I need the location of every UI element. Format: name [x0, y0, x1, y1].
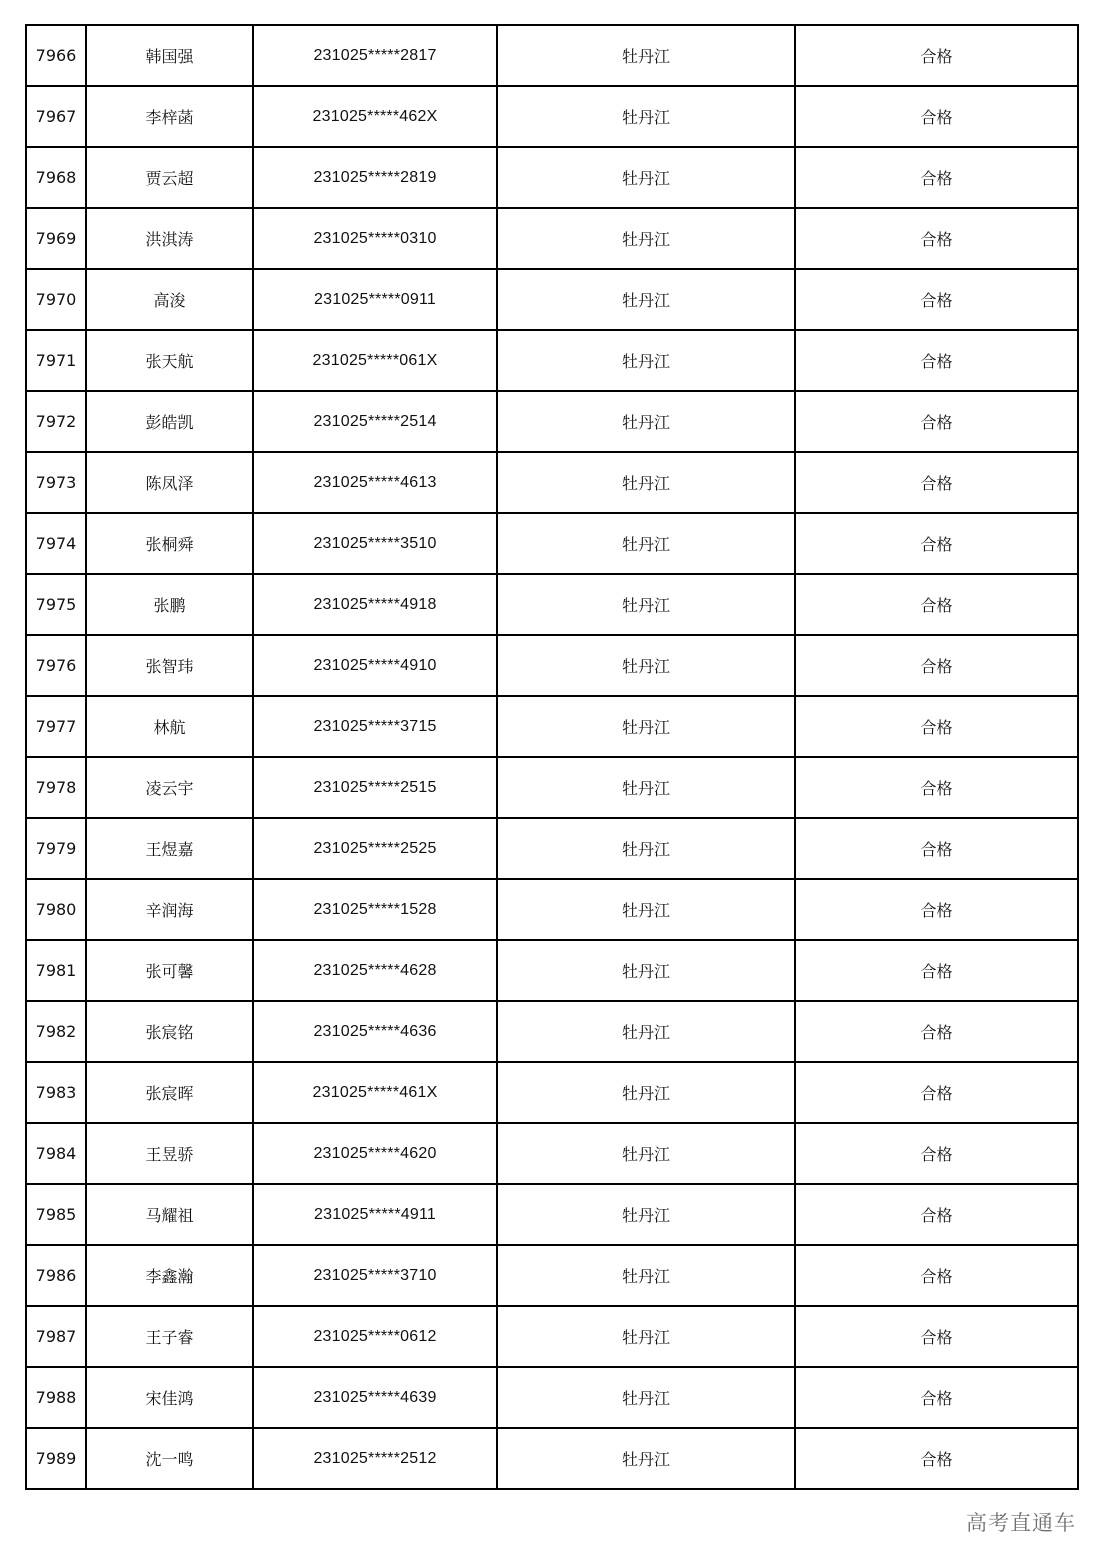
cell-id-number: 231025*****2512	[253, 1428, 497, 1489]
cell-result: 合格	[795, 1123, 1078, 1184]
cell-result: 合格	[795, 269, 1078, 330]
table-row	[26, 818, 1078, 879]
cell-number: 7982	[26, 1001, 86, 1062]
watermark-text: 高考直通车	[966, 1511, 1076, 1535]
table-row	[26, 1245, 1078, 1306]
cell-number: 7974	[26, 513, 86, 574]
cell-number: 7978	[26, 757, 86, 818]
cell-name: 凌云宇	[86, 757, 253, 818]
table-row	[26, 574, 1078, 635]
cell-number: 7976	[26, 635, 86, 696]
cell-number: 7981	[26, 940, 86, 1001]
cell-id-number: 231025*****4910	[253, 635, 497, 696]
cell-name: 辛润海	[86, 879, 253, 940]
cell-city: 牡丹江	[497, 1367, 795, 1428]
cell-name: 张智玮	[86, 635, 253, 696]
cell-number: 7972	[26, 391, 86, 452]
cell-result: 合格	[795, 757, 1078, 818]
cell-id-number: 231025*****2525	[253, 818, 497, 879]
cell-name: 李鑫瀚	[86, 1245, 253, 1306]
table-row	[26, 1123, 1078, 1184]
cell-city: 牡丹江	[497, 696, 795, 757]
cell-number: 7989	[26, 1428, 86, 1489]
cell-result: 合格	[795, 330, 1078, 391]
cell-result: 合格	[795, 86, 1078, 147]
cell-name: 高浚	[86, 269, 253, 330]
table-row	[26, 1001, 1078, 1062]
cell-city: 牡丹江	[497, 147, 795, 208]
cell-result: 合格	[795, 1245, 1078, 1306]
cell-id-number: 231025*****462X	[253, 86, 497, 147]
cell-result: 合格	[795, 574, 1078, 635]
cell-result: 合格	[795, 1306, 1078, 1367]
table-row	[26, 1428, 1078, 1489]
cell-id-number: 231025*****4636	[253, 1001, 497, 1062]
cell-result: 合格	[795, 1428, 1078, 1489]
cell-city: 牡丹江	[497, 574, 795, 635]
cell-number: 7975	[26, 574, 86, 635]
cell-result: 合格	[795, 1062, 1078, 1123]
cell-city: 牡丹江	[497, 269, 795, 330]
cell-number: 7973	[26, 452, 86, 513]
table-row	[26, 269, 1078, 330]
cell-city: 牡丹江	[497, 1001, 795, 1062]
cell-id-number: 231025*****0310	[253, 208, 497, 269]
cell-city: 牡丹江	[497, 391, 795, 452]
cell-number: 7966	[26, 25, 86, 86]
cell-number: 7980	[26, 879, 86, 940]
cell-id-number: 231025*****3715	[253, 696, 497, 757]
cell-name: 张宸铭	[86, 1001, 253, 1062]
cell-city: 牡丹江	[497, 330, 795, 391]
table-row	[26, 391, 1078, 452]
cell-city: 牡丹江	[497, 879, 795, 940]
table-row	[26, 1306, 1078, 1367]
cell-name: 王子睿	[86, 1306, 253, 1367]
cell-number: 7967	[26, 86, 86, 147]
cell-result: 合格	[795, 513, 1078, 574]
cell-result: 合格	[795, 696, 1078, 757]
cell-city: 牡丹江	[497, 1062, 795, 1123]
cell-city: 牡丹江	[497, 86, 795, 147]
cell-name: 张桐舜	[86, 513, 253, 574]
cell-city: 牡丹江	[497, 513, 795, 574]
cell-number: 7971	[26, 330, 86, 391]
cell-city: 牡丹江	[497, 1428, 795, 1489]
cell-number: 7970	[26, 269, 86, 330]
cell-id-number: 231025*****4620	[253, 1123, 497, 1184]
cell-result: 合格	[795, 208, 1078, 269]
cell-city: 牡丹江	[497, 25, 795, 86]
roster-table	[25, 24, 1079, 1490]
cell-name: 王煜嘉	[86, 818, 253, 879]
table-row	[26, 1184, 1078, 1245]
cell-name: 陈凤泽	[86, 452, 253, 513]
cell-result: 合格	[795, 1184, 1078, 1245]
cell-number: 7984	[26, 1123, 86, 1184]
cell-city: 牡丹江	[497, 818, 795, 879]
cell-id-number: 231025*****4613	[253, 452, 497, 513]
cell-name: 沈一鸣	[86, 1428, 253, 1489]
cell-result: 合格	[795, 25, 1078, 86]
cell-result: 合格	[795, 1367, 1078, 1428]
cell-id-number: 231025*****2817	[253, 25, 497, 86]
cell-id-number: 231025*****461X	[253, 1062, 497, 1123]
cell-city: 牡丹江	[497, 1184, 795, 1245]
cell-name: 张宸晖	[86, 1062, 253, 1123]
cell-city: 牡丹江	[497, 1123, 795, 1184]
cell-number: 7979	[26, 818, 86, 879]
table-row	[26, 25, 1078, 86]
cell-name: 马耀祖	[86, 1184, 253, 1245]
cell-name: 洪淇涛	[86, 208, 253, 269]
table-row	[26, 208, 1078, 269]
cell-result: 合格	[795, 147, 1078, 208]
table-row	[26, 696, 1078, 757]
cell-city: 牡丹江	[497, 1306, 795, 1367]
cell-name: 韩国强	[86, 25, 253, 86]
cell-city: 牡丹江	[497, 452, 795, 513]
cell-result: 合格	[795, 452, 1078, 513]
cell-number: 7977	[26, 696, 86, 757]
table-row	[26, 147, 1078, 208]
cell-result: 合格	[795, 635, 1078, 696]
cell-id-number: 231025*****4628	[253, 940, 497, 1001]
table-row	[26, 879, 1078, 940]
cell-id-number: 231025*****2819	[253, 147, 497, 208]
cell-id-number: 231025*****3510	[253, 513, 497, 574]
cell-city: 牡丹江	[497, 635, 795, 696]
cell-city: 牡丹江	[497, 940, 795, 1001]
cell-number: 7968	[26, 147, 86, 208]
cell-result: 合格	[795, 940, 1078, 1001]
table-row	[26, 452, 1078, 513]
cell-result: 合格	[795, 391, 1078, 452]
cell-name: 宋佳鸿	[86, 1367, 253, 1428]
cell-id-number: 231025*****1528	[253, 879, 497, 940]
cell-id-number: 231025*****2515	[253, 757, 497, 818]
cell-id-number: 231025*****4911	[253, 1184, 497, 1245]
table-row	[26, 330, 1078, 391]
cell-id-number: 231025*****4639	[253, 1367, 497, 1428]
cell-id-number: 231025*****0612	[253, 1306, 497, 1367]
cell-id-number: 231025*****3710	[253, 1245, 497, 1306]
cell-name: 彭皓凯	[86, 391, 253, 452]
cell-id-number: 231025*****2514	[253, 391, 497, 452]
cell-result: 合格	[795, 1001, 1078, 1062]
cell-name: 王昱骄	[86, 1123, 253, 1184]
cell-name: 张天航	[86, 330, 253, 391]
table-row	[26, 940, 1078, 1001]
table-row	[26, 757, 1078, 818]
cell-id-number: 231025*****4918	[253, 574, 497, 635]
table-row	[26, 1367, 1078, 1428]
table-row	[26, 635, 1078, 696]
cell-name: 张可馨	[86, 940, 253, 1001]
roster-body	[26, 25, 1078, 1489]
cell-name: 李梓菡	[86, 86, 253, 147]
table-row	[26, 86, 1078, 147]
cell-name: 张鹏	[86, 574, 253, 635]
cell-city: 牡丹江	[497, 757, 795, 818]
cell-number: 7987	[26, 1306, 86, 1367]
cell-name: 林航	[86, 696, 253, 757]
cell-id-number: 231025*****061X	[253, 330, 497, 391]
cell-city: 牡丹江	[497, 1245, 795, 1306]
cell-number: 7988	[26, 1367, 86, 1428]
table-row	[26, 513, 1078, 574]
table-row	[26, 1062, 1078, 1123]
cell-name: 贾云超	[86, 147, 253, 208]
cell-number: 7969	[26, 208, 86, 269]
cell-result: 合格	[795, 879, 1078, 940]
cell-id-number: 231025*****0911	[253, 269, 497, 330]
cell-result: 合格	[795, 818, 1078, 879]
cell-number: 7985	[26, 1184, 86, 1245]
cell-city: 牡丹江	[497, 208, 795, 269]
cell-number: 7986	[26, 1245, 86, 1306]
cell-number: 7983	[26, 1062, 86, 1123]
